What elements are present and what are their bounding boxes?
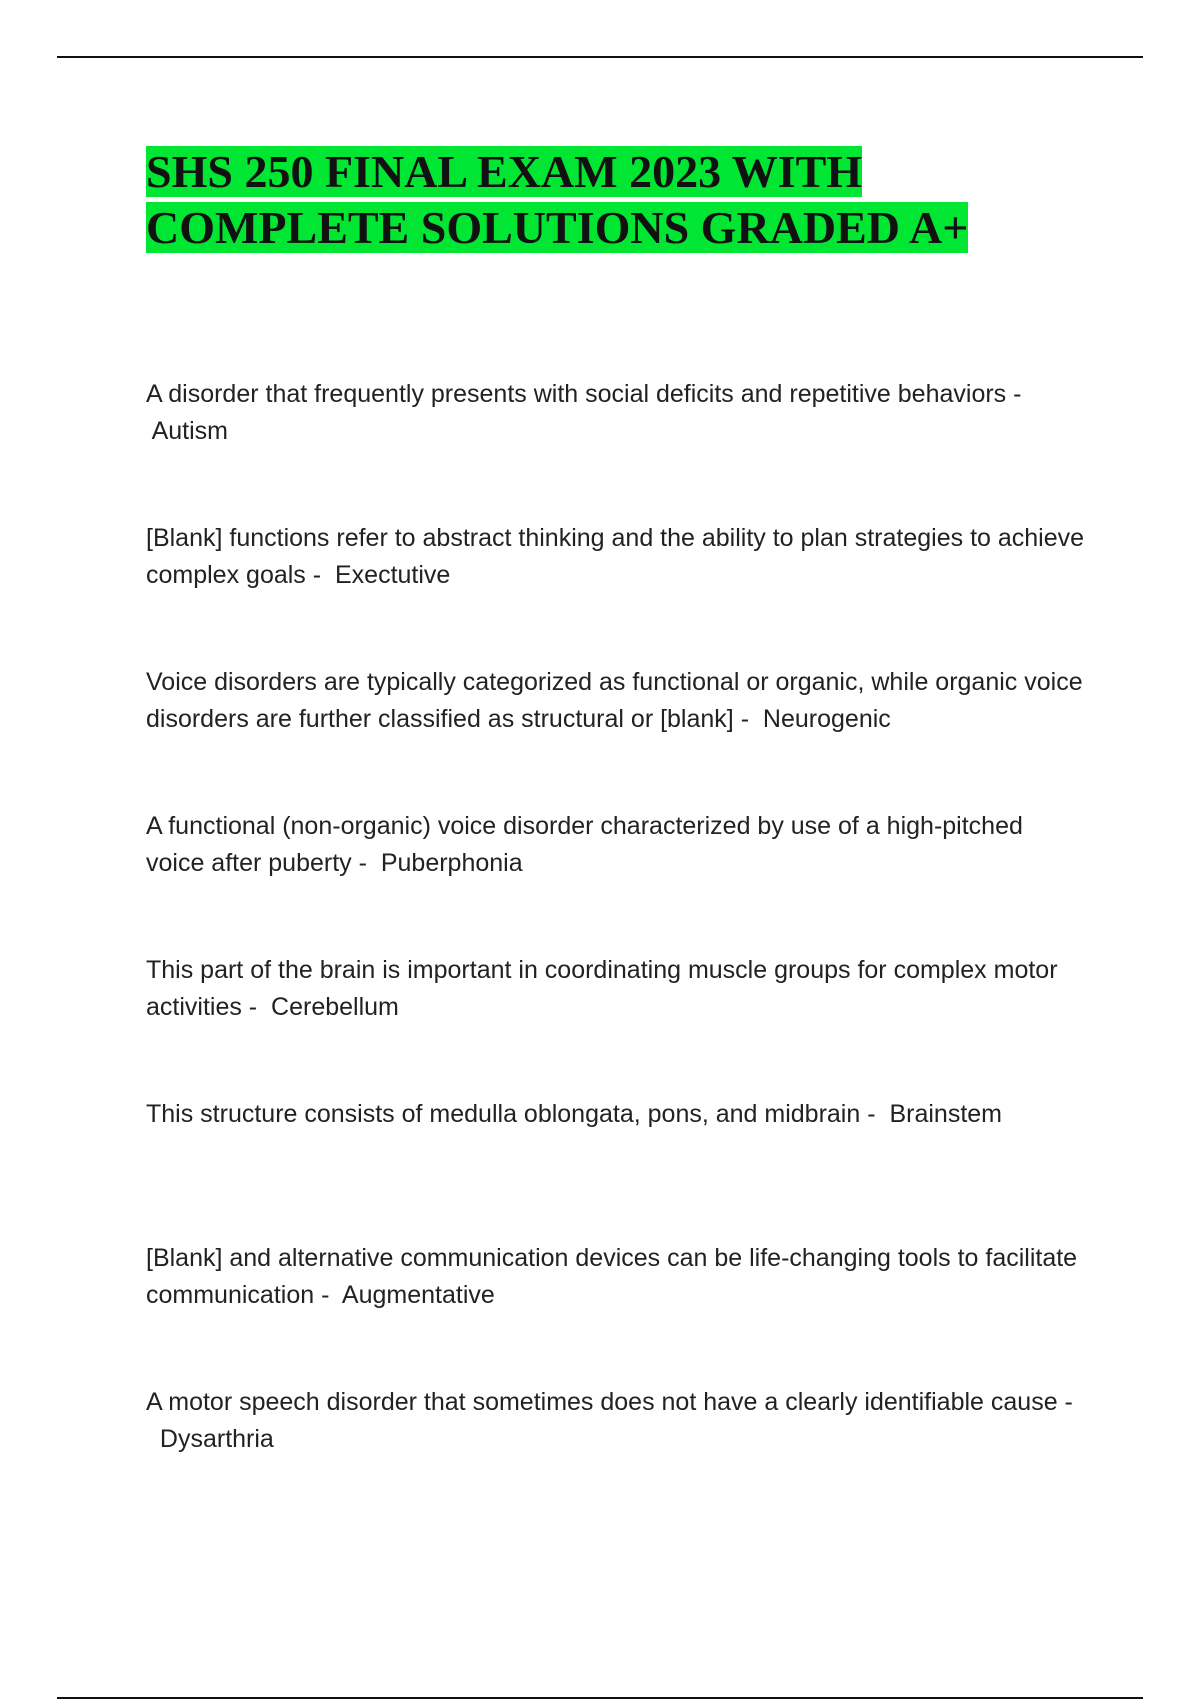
qa-item	[146, 1240, 1086, 1384]
answer-text: Dysarthria	[159, 1425, 274, 1453]
question-text: A disorder that frequently presents with social deficits and repetitive behaviors -	[146, 380, 1022, 408]
qa-item	[146, 664, 1086, 808]
answer-text: Augmentative	[341, 1281, 495, 1309]
title-line-2: COMPLETE SOLUTIONS GRADED A+	[146, 202, 969, 253]
question-text: A functional (non-organic) voice disorder characterized by use of a high-pitched voice after puberty -	[146, 812, 1023, 877]
qa-item	[146, 952, 1086, 1096]
qa-item	[146, 1096, 1086, 1240]
question-text: This part of the brain is important in coordinating muscle groups for complex motor activities -	[146, 956, 1058, 1021]
answer-text: Exectutive	[334, 561, 451, 589]
answer-text: Autism	[151, 417, 228, 445]
qa-item	[146, 1384, 1086, 1528]
answer-text: Puberphonia	[380, 849, 523, 877]
document-title	[146, 144, 1106, 256]
top-rule	[57, 56, 1143, 58]
answer-text: Neurogenic	[762, 705, 891, 733]
bottom-rule	[57, 1697, 1143, 1699]
qa-item	[146, 520, 1086, 664]
answer-text: Cerebellum	[271, 993, 399, 1021]
question-text: A motor speech disorder that sometimes does not have a clearly identifiable cause -	[146, 1388, 1073, 1416]
question-text: [Blank] and alternative communication devices can be life-changing tools to facilitate communication -	[146, 1244, 1078, 1309]
qa-item	[146, 808, 1086, 952]
answer-text: Brainstem	[889, 1100, 1002, 1128]
question-text: This structure consists of medulla oblongata, pons, and midbrain -	[146, 1100, 876, 1128]
title-line-1: SHS 250 FINAL EXAM 2023 WITH	[146, 146, 863, 197]
question-text: [Blank] functions refer to abstract thinking and the ability to plan strategies to achieve complex goals -	[146, 524, 1085, 589]
qa-list	[146, 376, 1086, 1528]
question-text: Voice disorders are typically categorized as functional or organic, while organic voice disorders are further classified as structural or [blank] -	[146, 668, 1083, 733]
qa-item	[146, 376, 1086, 520]
